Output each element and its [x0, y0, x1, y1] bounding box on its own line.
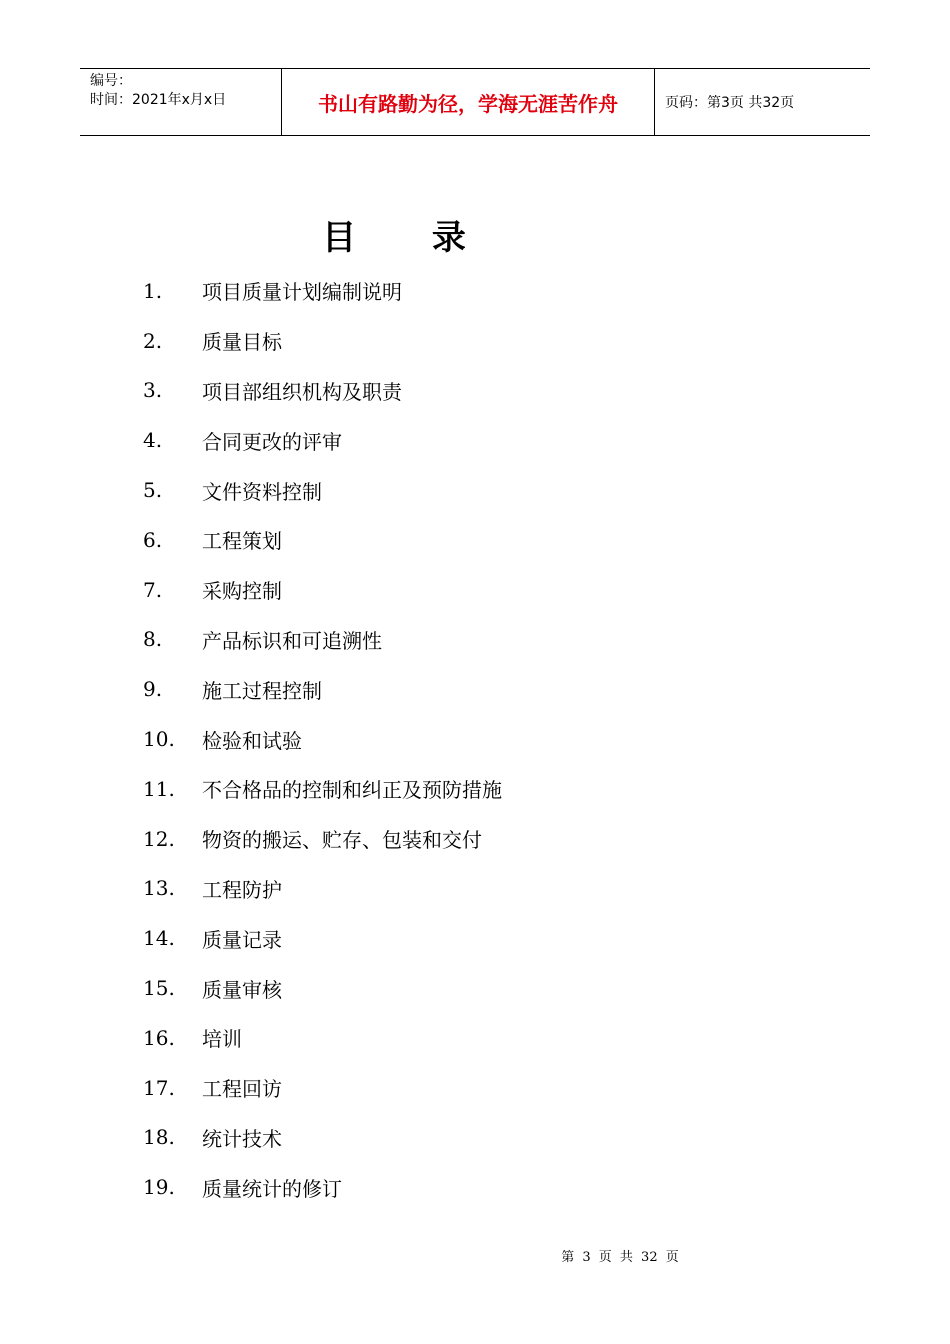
toc-item-text: 工程防护 — [202, 877, 282, 902]
table-of-contents — [143, 266, 502, 1212]
toc-item-number: 2. — [143, 328, 163, 353]
toc-item — [143, 316, 502, 366]
toc-item-text: 培训 — [202, 1027, 242, 1052]
toc-item-number: 17. — [143, 1075, 175, 1100]
toc-item — [143, 664, 502, 714]
toc-item-number: 5. — [143, 478, 163, 503]
toc-item-number: 14. — [143, 926, 175, 951]
toc-item-text: 采购控制 — [202, 579, 282, 604]
toc-item-number: 1. — [143, 278, 163, 303]
document-number-label: 编号： — [90, 73, 132, 89]
header-page-cell — [655, 69, 870, 135]
toc-item-text: 质量目标 — [202, 330, 282, 355]
toc-item-number: 8. — [143, 627, 163, 652]
toc-item — [143, 864, 502, 914]
header-meta-cell — [80, 69, 282, 135]
toc-item-text: 工程策划 — [202, 529, 282, 554]
toc-item — [143, 615, 502, 665]
toc-item — [143, 1113, 502, 1163]
toc-item-number: 7. — [143, 577, 163, 602]
toc-item-text: 质量审核 — [202, 977, 282, 1002]
toc-item — [143, 814, 502, 864]
toc-item — [143, 1013, 502, 1063]
toc-item-text: 质量记录 — [202, 927, 282, 952]
toc-item-text: 检验和试验 — [202, 728, 302, 753]
footer-page-number: 第 3 页 共 32 页 — [561, 1250, 679, 1265]
toc-item-number: 16. — [143, 1025, 175, 1050]
toc-item-number: 11. — [143, 776, 175, 801]
header-motto-cell — [282, 69, 655, 135]
toc-title: 目 录 — [322, 218, 498, 258]
toc-item — [143, 266, 502, 316]
toc-item-text: 项目部组织机构及职责 — [202, 379, 402, 404]
toc-item-number: 15. — [143, 976, 175, 1001]
toc-item-number: 3. — [143, 378, 163, 403]
toc-item-number: 6. — [143, 527, 163, 552]
toc-item-text: 产品标识和可追溯性 — [202, 628, 382, 653]
toc-item-text: 文件资料控制 — [202, 479, 322, 504]
toc-item — [143, 366, 502, 416]
toc-item-text: 不合格品的控制和纠正及预防措施 — [202, 778, 502, 803]
toc-item-number: 19. — [143, 1175, 175, 1200]
toc-item-number: 4. — [143, 428, 163, 453]
toc-item — [143, 963, 502, 1013]
toc-item-text: 质量统计的修订 — [202, 1176, 342, 1201]
toc-item-number: 12. — [143, 826, 175, 851]
toc-item-text: 施工过程控制 — [202, 678, 322, 703]
header-motto: 书山有路勤为径，学海无涯苦作舟 — [318, 91, 618, 116]
header-page-label: 页码：第3页 共32页 — [665, 95, 795, 111]
toc-item — [143, 1063, 502, 1113]
toc-item-text: 合同更改的评审 — [202, 429, 342, 454]
toc-item-number: 18. — [143, 1125, 175, 1150]
toc-item-number: 10. — [143, 727, 175, 752]
page-footer — [0, 1246, 950, 1265]
toc-item-text: 物资的搬运、贮存、包装和交付 — [202, 828, 482, 853]
toc-item — [143, 465, 502, 515]
toc-item — [143, 1162, 502, 1212]
toc-item-number: 9. — [143, 677, 163, 702]
toc-item — [143, 565, 502, 615]
toc-item — [143, 714, 502, 764]
toc-item-text: 项目质量计划编制说明 — [202, 280, 402, 305]
toc-item-text: 工程回访 — [202, 1077, 282, 1102]
toc-item — [143, 764, 502, 814]
toc-item-text: 统计技术 — [202, 1126, 282, 1151]
page-header — [80, 68, 870, 136]
toc-item — [143, 415, 502, 465]
document-time-label: 时间：2021年x月x日 — [90, 92, 227, 108]
toc-item-number: 13. — [143, 876, 175, 901]
toc-item — [143, 913, 502, 963]
toc-item — [143, 515, 502, 565]
